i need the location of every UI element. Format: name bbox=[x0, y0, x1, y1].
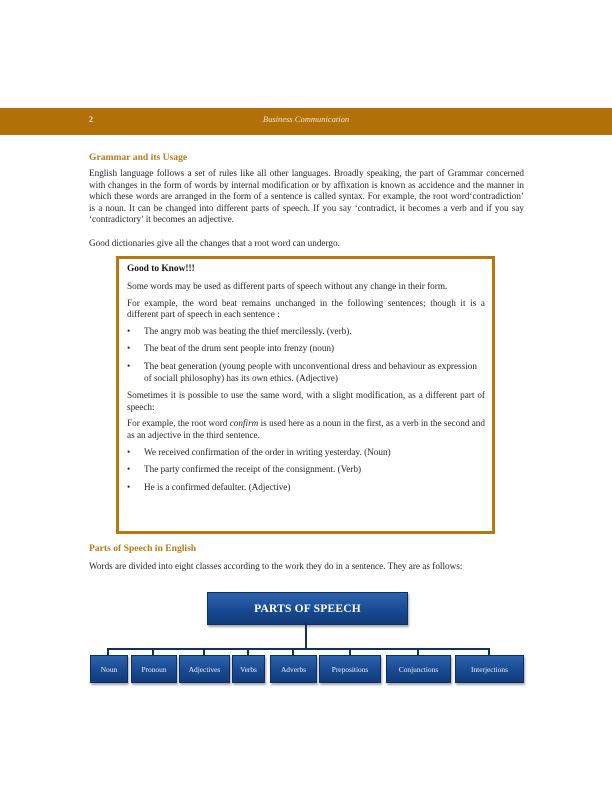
diagram-node-adverbs: Adverbs bbox=[270, 655, 317, 683]
diagram-node-verbs: Verbs bbox=[232, 655, 265, 683]
good-to-know-box bbox=[116, 256, 495, 534]
connector-drop bbox=[488, 648, 490, 655]
diagram-root-node: PARTS OF SPEECH bbox=[207, 592, 408, 625]
connector-drop bbox=[203, 648, 205, 655]
good-to-know-title: Good to Know!!! bbox=[127, 264, 195, 274]
grammar-paragraph: English language follows a set of rules like all other languages. Broadly speaking, the part of Grammar concerned with changes in the form of words by internal modification or by affixation is known as accidence and the manner in which these words are arranged in the form of a sentence is called syntax. For example, the root word‘contradiction’ is a noun. It can be changed into different parts of speech. If you say ‘contradict, it becomes a verb and if you say ‘contradictory’ it becomes an adjective. bbox=[89, 168, 524, 225]
section-heading-grammar: Grammar and its Usage bbox=[89, 152, 188, 163]
bullet-icon: • bbox=[127, 343, 131, 354]
list-item: • He is a confirmed defaulter. (Adjective) bbox=[127, 481, 291, 492]
diagram-node-adjectives: Adjectives bbox=[179, 655, 230, 683]
connector-vertical bbox=[305, 623, 307, 649]
page-number: 2 bbox=[89, 115, 93, 124]
good-to-know-intro: Some words may be used as different parts of speech without any change in their form. bbox=[127, 281, 448, 291]
diagram-node-conjunctions: Conjunctions bbox=[386, 655, 451, 683]
bullet-icon: • bbox=[127, 481, 131, 492]
diagram-node-noun: Noun bbox=[90, 655, 128, 683]
connector-drop bbox=[417, 648, 419, 655]
bullet-icon: • bbox=[127, 360, 131, 371]
connector-drop bbox=[349, 648, 351, 655]
list-item: • We received confirmation of the order in writing yesterday. (Noun) bbox=[127, 446, 391, 457]
diagram-node-pronoun: Pronoun bbox=[131, 655, 177, 683]
modification-note: Sometimes it is possible to use the same word, with a slight modification, as a different part of speech: bbox=[127, 390, 485, 412]
bullet-icon: • bbox=[127, 325, 131, 336]
running-title: Business Communication bbox=[262, 114, 350, 124]
connector-drop bbox=[247, 648, 249, 655]
connector-horizontal bbox=[107, 648, 489, 650]
section-heading-parts-of-speech: Parts of Speech in English bbox=[89, 543, 197, 554]
connector-drop bbox=[292, 648, 294, 655]
dictionaries-paragraph: Good dictionaries give all the changes that a root word can undergo. bbox=[89, 238, 340, 248]
list-item: • The party confirmed the receipt of the consignment. (Verb) bbox=[127, 464, 362, 475]
diagram-node-interjections: Interjections bbox=[455, 655, 524, 683]
bullet-icon: • bbox=[127, 464, 131, 475]
list-item: • The beat of the drum sent people into frenzy (noun) bbox=[127, 343, 335, 354]
confirm-example-intro: For example, the root word confirm is used here as a noun in the first, as a verb in the second and as an adjective in the third sentence. bbox=[127, 418, 485, 440]
parts-of-speech-paragraph: Words are divided into eight classes according to the work they do in a sentence. They are as follows: bbox=[89, 561, 463, 571]
connector-drop bbox=[107, 648, 109, 655]
list-item: • The angry mob was beating the thief mercilessly. (verb). bbox=[127, 325, 352, 336]
list-item: • The beat generation (young people with unconventional dress and behaviour as expression of sociall philosophy) has its own ethics. (Adjective) bbox=[127, 360, 477, 383]
diagram-node-prepositions: Prepositions bbox=[319, 655, 381, 683]
connector-drop bbox=[152, 648, 154, 655]
beat-example-intro: For example, the word beat remains unchanged in the following sentences; though it is a different part of speech in each sentence : bbox=[127, 297, 485, 320]
bullet-icon: • bbox=[127, 446, 131, 457]
